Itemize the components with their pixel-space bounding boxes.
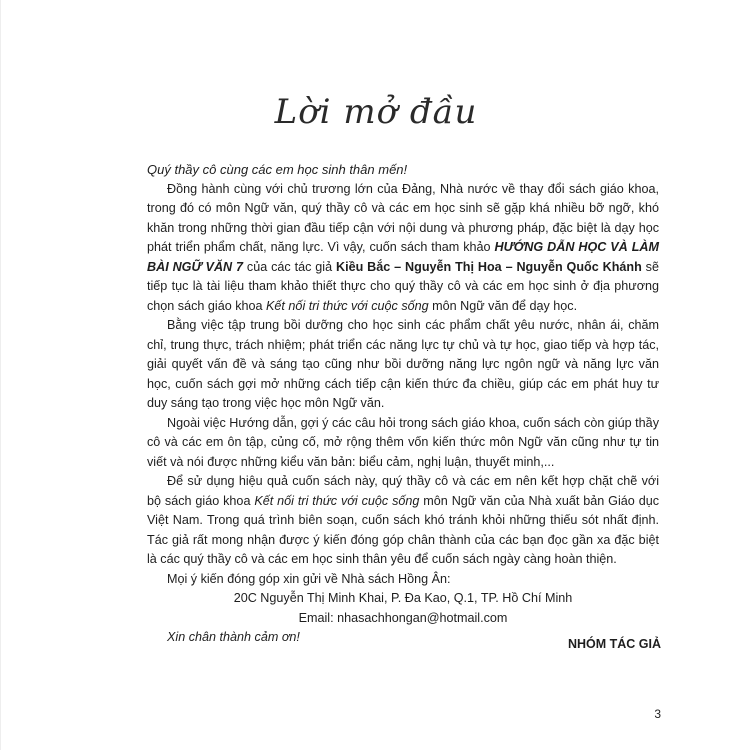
paragraph-1-text-d: môn Ngữ văn để dạy học. [428, 298, 578, 313]
paragraph-4-text-a: Để sử dụng hiệu quả cuốn sách này, quý thầy cô và các em nên kết hợp chặt chẽ với bộ sách giáo khoa [147, 474, 659, 508]
series-name-2: Kết nối tri thức với cuộc sống [254, 493, 420, 508]
paragraph-1-text-b: của các tác giả [243, 259, 336, 274]
paragraph-1-text-c: sẽ tiếp tục là tài liệu tham khảo thiết thực cho quý thầy cô và các em học sinh ở địa phương chọn sách giáo khoa [147, 259, 659, 313]
series-name: Kết nối tri thức với cuộc sống [266, 298, 429, 313]
authors: Kiều Bắc – Nguyễn Thị Hoa – Nguyễn Quốc Khánh [335, 259, 642, 274]
address: 20C Nguyễn Thị Minh Khai, P. Đa Kao, Q.1, TP. Hồ Chí Minh [233, 591, 573, 605]
book-title: HƯỚNG DẪN HỌC VÀ LÀM BÀI NGỮ VĂN 7 [147, 240, 659, 274]
paragraph-1-text-a: Đồng hành cùng với chủ trương lớn của Đảng, Nhà nước về thay đổi sách giáo khoa, trong đó có môn Ngữ văn, quý thầy cô và các em học sinh sẽ gặp khá nhiều bỡ ngỡ, khó khăn trong những thời gian đầu tiếp cận với nội dung và phương pháp, đặc biệt là dạy học phát triển phẩm chất, năng lực. Vì vậy, cuốn sách tham khảo [147, 181, 659, 254]
body-text [147, 160, 659, 648]
paragraph-1 [147, 180, 659, 317]
paragraph-2: Bằng việc tập trung bồi dưỡng cho học sinh các phẩm chất yêu nước, nhân ái, chăm chỉ, trung thực, trách nhiệm; phát triển các năng lực tự chủ và tự học, giao tiếp và hợp tác, giải quyết vấn đề và sáng tạo cũng như bồi dưỡng năng lực ngôn ngữ và năng lực văn học, cuốn sách gợi mở những cách tiếp cận kiến thức đa chiều, giúp các em phát huy tư duy sáng tạo trong việc học môn Ngữ văn. [147, 318, 659, 410]
signature: NHÓM TÁC GIẢ [567, 637, 661, 651]
greeting: Quý thầy cô cùng các em học sinh thân mến! [147, 162, 408, 177]
page-title: Lời mở đầu [274, 92, 478, 132]
email: Email: nhasachhongan@hotmail.com [298, 610, 508, 625]
page-number: 3 [654, 707, 661, 721]
paragraph-5: Mọi ý kiến đóng góp xin gửi về Nhà sách Hồng Ân: [167, 571, 451, 586]
closing-line: Xin chân thành cảm ơn! [167, 630, 300, 644]
paragraph-3: Ngoài việc Hướng dẫn, gợi ý các câu hỏi trong sách giáo khoa, cuốn sách còn giúp thầy cô và các em ôn tập, củng cố, mở rộng thêm vốn kiến thức môn Ngữ văn cũng như tự tin viết và nói được những kiểu văn bản: biểu cảm, nghị luận, thuyết minh,... [147, 415, 659, 469]
paragraph-4 [147, 472, 659, 570]
paragraph-4-text-b: môn Ngữ văn của Nhà xuất bản Giáo dục Việt Nam. Trong quá trình biên soạn, cuốn sách khó tránh khỏi những thiếu sót nhất định. Tác giả rất mong nhận được ý kiến đóng góp chân thành của các bạn đọc gần xa đặc biệt là các quý thầy cô và các em học sinh thân yêu để cuốn sách ngày càng hoàn thiện. [147, 493, 659, 566]
